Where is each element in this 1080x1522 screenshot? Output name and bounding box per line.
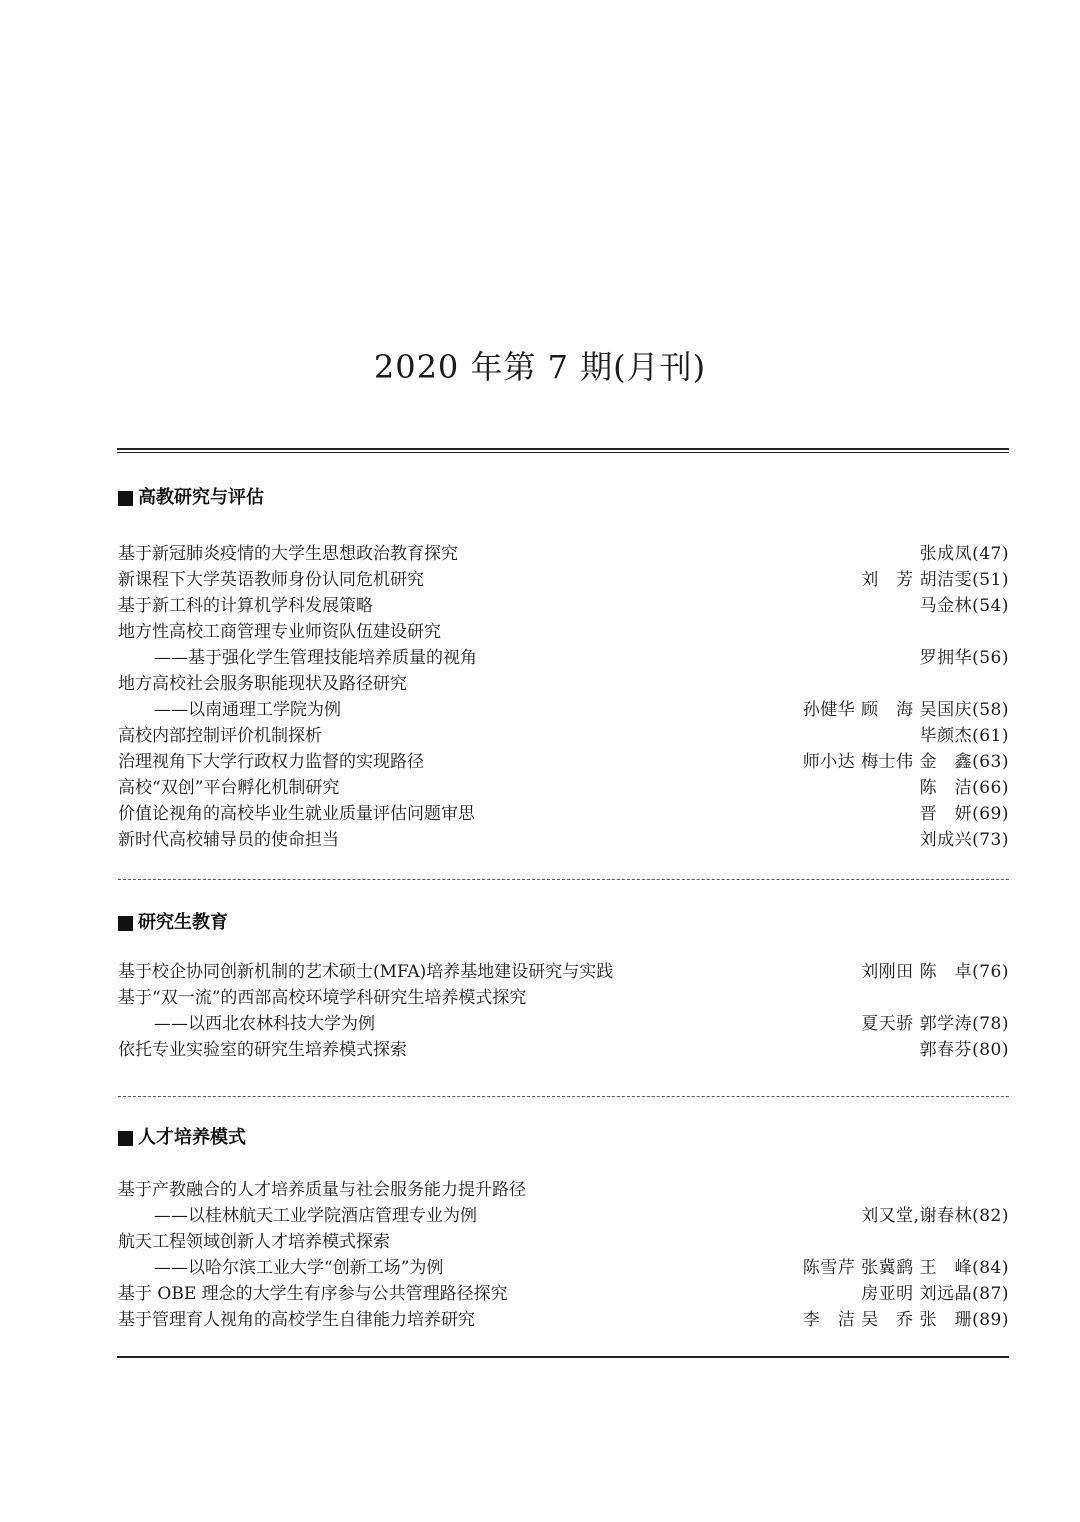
entry-title: 价值论视角的高校毕业生就业质量评估问题审思 <box>118 804 475 824</box>
dashed-divider <box>118 1096 1009 1097</box>
entry-author-page: 孙健华 顾 海 吴国庆(58) <box>802 700 1009 720</box>
entry-author-page: 罗拥华(56) <box>919 648 1009 668</box>
entry-author-page: 郭春芬(80) <box>919 1040 1009 1060</box>
toc-entry <box>118 959 1009 985</box>
section-heading <box>118 483 1009 513</box>
entry-title: 新时代高校辅导员的使命担当 <box>118 830 339 850</box>
toc-entry <box>118 723 1009 749</box>
entry-list <box>118 541 1009 853</box>
entry-author-page: 陈雪芹 张冀鹞 王 峰(84) <box>802 1258 1009 1278</box>
section-heading <box>118 908 1009 938</box>
entry-title: 高校“双创”平台孵化机制研究 <box>118 778 340 798</box>
entry-title: 地方高校社会服务职能现状及路径研究 <box>118 674 407 694</box>
entry-subtitle: ——以桂林航天工业学院酒店管理专业为例 <box>154 1206 477 1226</box>
toc-entry <box>118 827 1009 853</box>
toc-entry <box>118 541 1009 567</box>
toc-entry <box>118 619 1009 645</box>
issue-title: 2020 年第 7 期(月刊) <box>373 348 707 386</box>
section-talent-cultivation <box>118 1123 1009 1333</box>
section-heading-text: 人才培养模式 <box>138 1127 246 1148</box>
toc-entry <box>118 1281 1009 1307</box>
section-heading-text: 研究生教育 <box>138 912 228 933</box>
entry-author-page: 夏天骄 郭学涛(78) <box>861 1014 1009 1034</box>
toc-entry <box>118 1037 1009 1063</box>
toc-entry <box>118 645 1009 671</box>
entry-title: 基于新冠肺炎疫情的大学生思想政治教育探究 <box>118 544 458 564</box>
black-square-icon <box>118 916 133 931</box>
black-square-icon <box>118 1131 133 1146</box>
entry-title: 基于 OBE 理念的大学生有序参与公共管理路径探究 <box>118 1284 508 1304</box>
section-graduate-education <box>118 908 1009 1063</box>
entry-author-page: 毕颜杰(61) <box>919 726 1009 746</box>
toc-entry <box>118 1203 1009 1229</box>
toc-entry <box>118 1177 1009 1203</box>
entry-title: 基于管理育人视角的高校学生自律能力培养研究 <box>118 1310 475 1330</box>
entry-title: 基于校企协同创新机制的艺术硕士(MFA)培养基地建设研究与实践 <box>118 962 614 982</box>
entry-author-page: 马金林(54) <box>919 596 1009 616</box>
entry-subtitle: ——以哈尔滨工业大学“创新工场”为例 <box>154 1258 444 1278</box>
toc-entry <box>118 697 1009 723</box>
entry-title: 地方性高校工商管理专业师资队伍建设研究 <box>118 622 441 642</box>
entry-author-page: 刘成兴(73) <box>919 830 1009 850</box>
entry-list <box>118 959 1009 1063</box>
entry-title: 高校内部控制评价机制探析 <box>118 726 322 746</box>
toc-entry <box>118 1255 1009 1281</box>
black-square-icon <box>118 491 133 506</box>
entry-author-page: 刘刚田 陈 卓(76) <box>861 962 1009 982</box>
section-heading <box>118 1123 1009 1153</box>
entry-author-page: 房亚明 刘远晶(87) <box>861 1284 1009 1304</box>
entry-title: 依托专业实验室的研究生培养模式探索 <box>118 1040 407 1060</box>
entry-author-page: 李 洁 吴 乔 张 珊(89) <box>802 1310 1009 1330</box>
entry-author-page: 师小达 梅士伟 金 鑫(63) <box>802 752 1009 772</box>
section-heading-text: 高教研究与评估 <box>138 487 264 508</box>
dashed-divider <box>118 879 1009 880</box>
entry-title: 治理视角下大学行政权力监督的实现路径 <box>118 752 424 772</box>
toc-entry <box>118 1011 1009 1037</box>
toc-entry <box>118 593 1009 619</box>
entry-author-page: 陈 洁(66) <box>919 778 1009 798</box>
toc-entry <box>118 567 1009 593</box>
toc-entry <box>118 801 1009 827</box>
entry-title: 航天工程领域创新人才培养模式探索 <box>118 1232 390 1252</box>
entry-title: 新课程下大学英语教师身份认同危机研究 <box>118 570 424 590</box>
entry-list <box>118 1177 1009 1333</box>
toc-entry <box>118 775 1009 801</box>
entry-title: 基于新工科的计算机学科发展策略 <box>118 596 373 616</box>
entry-subtitle: ——基于强化学生管理技能培养质量的视角 <box>154 648 477 668</box>
entry-author-page: 刘又堂,谢春林(82) <box>861 1206 1009 1226</box>
entry-author-page: 张成凤(47) <box>919 544 1009 564</box>
entry-subtitle: ——以西北农林科技大学为例 <box>154 1014 375 1034</box>
entry-title: 基于“双一流”的西部高校环境学科研究生培养模式探究 <box>118 988 527 1008</box>
entry-title: 基于产教融合的人才培养质量与社会服务能力提升路径 <box>118 1180 526 1200</box>
toc-entry <box>118 985 1009 1011</box>
toc-entry <box>118 1229 1009 1255</box>
entry-author-page: 晋 妍(69) <box>919 804 1009 824</box>
section-higher-education-research <box>118 483 1009 853</box>
toc-entry <box>118 671 1009 697</box>
top-rule <box>117 448 1009 453</box>
bottom-rule <box>117 1356 1009 1358</box>
toc-entry <box>118 1307 1009 1333</box>
toc-entry <box>118 749 1009 775</box>
entry-author-page: 刘 芳 胡洁雯(51) <box>861 570 1009 590</box>
entry-subtitle: ——以南通理工学院为例 <box>154 700 341 720</box>
